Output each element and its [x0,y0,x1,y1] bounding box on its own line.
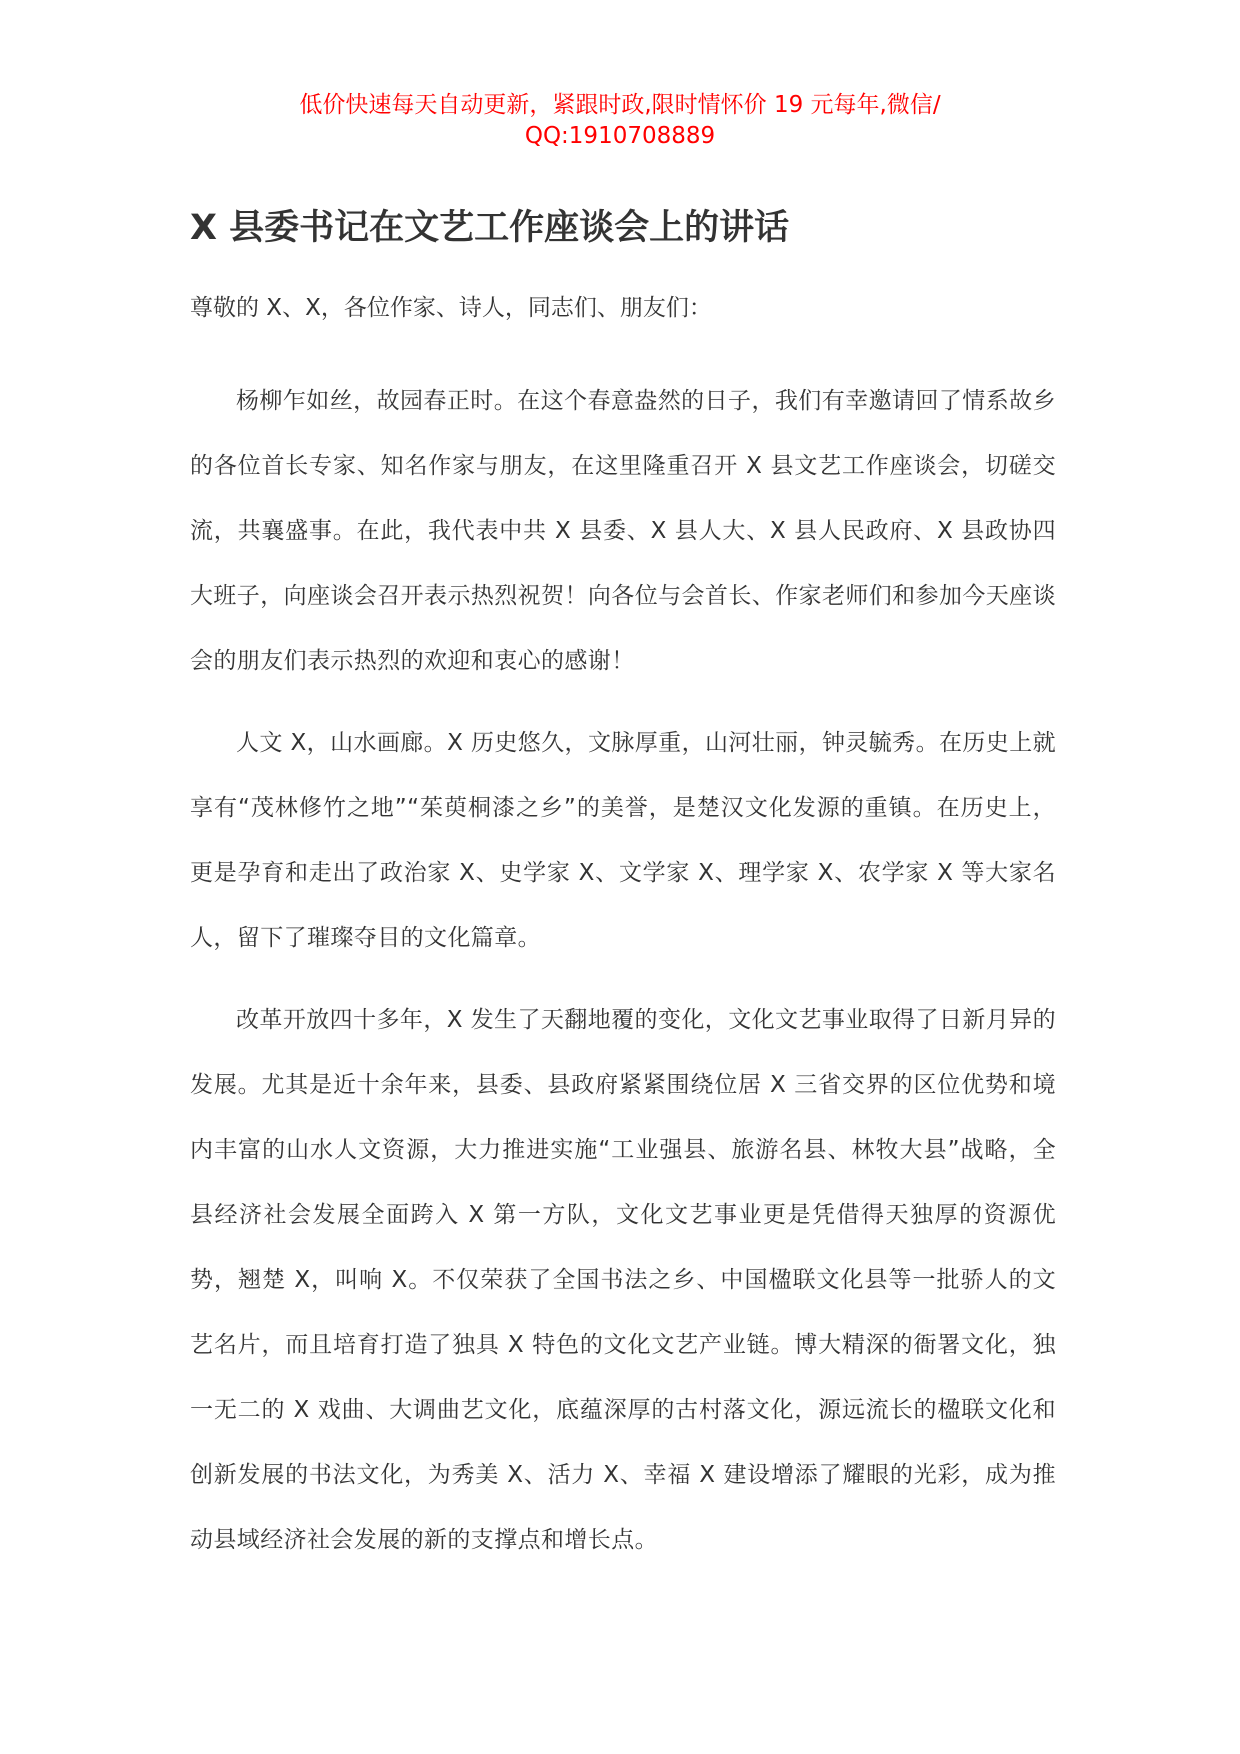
document-title: X 县委书记在文艺工作座谈会上的讲话 [190,208,790,248]
paragraph-2: 人文 X，山水画廊。X 历史悠久，文脉厚重，山河壮丽，钟灵毓秀。在历史上就享有“茂林修竹之地”“茱萸桐漆之乡”的美誉，是楚汉文化发源的重镇。在历史上，更是孕育和走出了政治家 X、史学家 X、文学家 X、理学家 X、农学家 X 等大家名人，留下了璀璨夺目的文化篇章。 [190,730,1056,951]
promo-banner [190,90,1050,152]
salutation: 尊敬的 X、X，各位作家、诗人，同志们、朋友们： [190,295,712,321]
paragraph-1: 杨柳乍如丝，故园春正时。在这个春意盎然的日子，我们有幸邀请回了情系故乡的各位首长专家、知名作家与朋友，在这里隆重召开 X 县文艺工作座谈会，切磋交流，共襄盛事。在此，我代表中共 X 县委、X 县人大、X 县人民政府、X 县政协四大班子，向座谈会召开表示热烈祝贺！向各位与会首长、作家老师们和参加今天座谈会的朋友们表示热烈的欢迎和衷心的感谢！ [190,388,1056,674]
paragraph-3: 改革开放四十多年，X 发生了天翻地覆的变化，文化文艺事业取得了日新月异的发展。尤其是近十余年来，县委、县政府紧紧围绕位居 X 三省交界的区位优势和境内丰富的山水人文资源，大力推进实施“工业强县、旅游名县、林牧大县”战略，全县经济社会发展全面跨入 X 第一方队，文化文艺事业更是凭借得天独厚的资源优势，翘楚 X，叫响 X。不仅荣获了全国书法之乡、中国楹联文化县等一批骄人的文艺名片，而且培育打造了独具 X 特色的文化文艺产业链。博大精深的衙署文化，独一无二的 X 戏曲、大调曲艺文化，底蕴深厚的古村落文化，源远流长的楹联文化和创新发展的书法文化，为秀美 X、活力 X、幸福 X 建设增添了耀眼的光彩，成为推动县域经济社会发展的新的支撑点和增长点。 [190,1007,1057,1553]
promo-banner-line-1: 低价快速每天自动更新，紧跟时政,限时情怀价 19 元每年,微信/ [299,92,941,118]
document-body [190,369,1056,1590]
promo-banner-line-2: QQ:1910708889 [524,123,716,149]
